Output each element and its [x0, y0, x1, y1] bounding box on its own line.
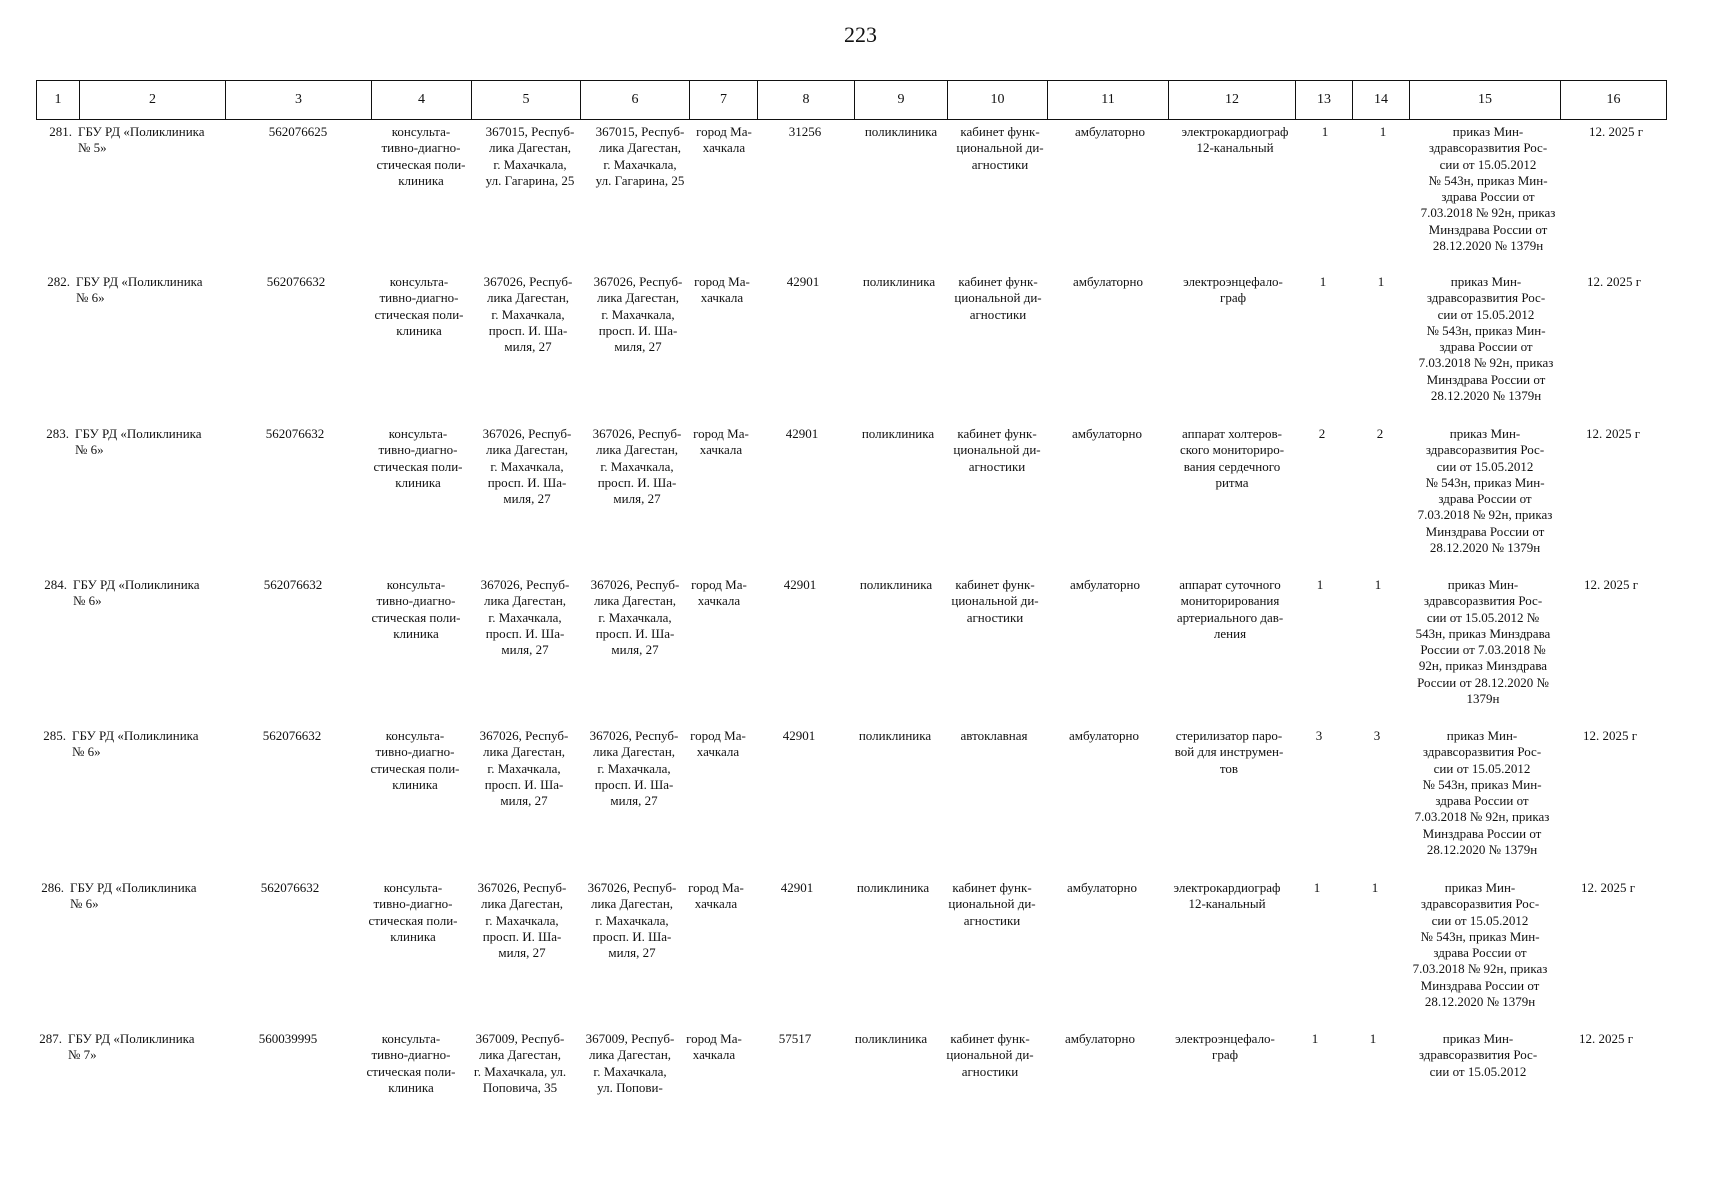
department: кабинет функ- циональной ди- агностики: [953, 426, 1041, 474]
facility-kind: поликлиника: [854, 1031, 928, 1046]
row-number: 281.: [49, 124, 72, 139]
header-cell: 1: [37, 81, 80, 120]
page-number: 223: [844, 22, 877, 47]
city: город Ма- хачкала: [693, 426, 749, 458]
actual-address: 367026, Респуб- лика Дагестан, г. Махачкала, просп. И. Ша- миля, 27: [589, 728, 679, 809]
department: автоклавная: [960, 728, 1028, 743]
header-cell: 6: [581, 81, 690, 120]
equipment: электрокардиограф 12-канальный: [1181, 124, 1289, 156]
inn-code: 562076625: [268, 124, 328, 139]
quantity-planned: 1: [1374, 577, 1382, 592]
organization-name: ГБУ РД «Поликлиника № 5»: [78, 124, 205, 156]
facility-type: консульта- тивно-диагно- стическая поли- клиника: [371, 577, 461, 641]
care-mode: амбулаторно: [1075, 124, 1145, 139]
legal-basis: приказ Мин- здравсоразвития Рос- сии от 15.05.2012: [1418, 1031, 1538, 1079]
row-number: 282.: [47, 274, 70, 289]
legal-address: 367026, Респуб- лика Дагестан, г. Махачкала, просп. И. Ша- миля, 27: [479, 728, 569, 809]
oktmo-code: 42901: [786, 274, 820, 289]
legal-address: 367009, Респуб- лика Дагестан, г. Махачкала, ул. Поповича, 35: [473, 1031, 567, 1095]
department: кабинет функ- циональной ди- агностики: [954, 274, 1042, 322]
facility-type: консульта- тивно-диагно- стическая поли- клиника: [376, 124, 466, 188]
row-number: 284.: [44, 577, 67, 592]
facility-kind: поликлиника: [856, 880, 930, 895]
table-row: [0, 426, 1721, 576]
row-number: 287.: [39, 1031, 62, 1046]
inn-code: 562076632: [263, 577, 323, 592]
city: город Ма- хачкала: [688, 880, 744, 912]
header-cell: 16: [1561, 81, 1667, 120]
header-cell: 12: [1169, 81, 1296, 120]
quantity-required: 1: [1319, 274, 1327, 289]
facility-kind: поликлиника: [864, 124, 938, 139]
quantity-planned: 1: [1369, 1031, 1377, 1046]
city: город Ма- хачкала: [696, 124, 752, 156]
oktmo-code: 57517: [778, 1031, 812, 1046]
quantity-planned: 1: [1377, 274, 1385, 289]
care-mode: амбулаторно: [1070, 577, 1140, 592]
organization-name: ГБУ РД «Поликлиника № 6»: [73, 577, 200, 609]
due-date: 12. 2025 г: [1588, 124, 1644, 139]
facility-kind: поликлиника: [858, 728, 932, 743]
header-cell: 9: [855, 81, 948, 120]
column-number-header: [36, 80, 1667, 120]
row-number: 285.: [43, 728, 66, 743]
department: кабинет функ- циональной ди- агностики: [948, 880, 1036, 928]
row-number: 286.: [41, 880, 64, 895]
due-date: 12. 2025 г: [1582, 728, 1638, 743]
inn-code: 562076632: [262, 728, 322, 743]
quantity-required: 1: [1316, 577, 1324, 592]
row-number: 283.: [46, 426, 69, 441]
oktmo-code: 42901: [785, 426, 819, 441]
table-row: [0, 880, 1721, 1030]
header-cell: 15: [1410, 81, 1561, 120]
equipment: электроэнцефало- граф: [1183, 274, 1283, 306]
header-cell: 4: [372, 81, 472, 120]
care-mode: амбулаторно: [1072, 426, 1142, 441]
header-cell: 3: [226, 81, 372, 120]
care-mode: амбулаторно: [1069, 728, 1139, 743]
actual-address: 367026, Респуб- лика Дагестан, г. Махачкала, просп. И. Ша- миля, 27: [590, 577, 680, 658]
care-mode: амбулаторно: [1067, 880, 1137, 895]
legal-address: 367026, Респуб- лика Дагестан, г. Махачкала, просп. И. Ша- миля, 27: [480, 577, 570, 658]
equipment: электрокардиограф 12-канальный: [1173, 880, 1281, 912]
header-cell: 7: [690, 81, 758, 120]
equipment: аппарат суточного мониторирования артериального дав- ления: [1176, 577, 1284, 641]
quantity-planned: 1: [1379, 124, 1387, 139]
legal-address: 367026, Респуб- лика Дагестан, г. Махачкала, просп. И. Ша- миля, 27: [477, 880, 567, 961]
legal-basis: приказ Мин- здравсоразвития Рос- сии от 15.05.2012 № 543н, приказ Мин- здрава России от 7.03.2018 № 92н, приказ Минздрава России от 28.12.2020 № 1379н: [1412, 880, 1548, 1010]
inn-code: 562076632: [265, 426, 325, 441]
quantity-required: 1: [1311, 1031, 1319, 1046]
due-date: 12. 2025 г: [1586, 274, 1642, 289]
table-row: [0, 728, 1721, 878]
legal-basis: приказ Мин- здравсоразвития Рос- сии от 15.05.2012 № 543н, приказ Мин- здрава России от 7.03.2018 № 92н, приказ Минздрава России от 28.12.2020 № 1379н: [1414, 728, 1550, 858]
table-row: [0, 577, 1721, 727]
quantity-required: 1: [1313, 880, 1321, 895]
organization-name: ГБУ РД «Поликлиника № 6»: [70, 880, 197, 912]
quantity-planned: 1: [1371, 880, 1379, 895]
quantity-required: 2: [1318, 426, 1326, 441]
department: кабинет функ- циональной ди- агностики: [946, 1031, 1034, 1079]
due-date: 12. 2025 г: [1578, 1031, 1634, 1046]
header-cell: 13: [1296, 81, 1353, 120]
organization-name: ГБУ РД «Поликлиника № 6»: [76, 274, 203, 306]
quantity-planned: 2: [1376, 426, 1384, 441]
legal-address: 367015, Респуб- лика Дагестан, г. Махачкала, ул. Гагарина, 25: [485, 124, 575, 188]
header-cell: 8: [758, 81, 855, 120]
city: город Ма- хачкала: [690, 728, 746, 760]
header-cell: 10: [948, 81, 1048, 120]
oktmo-code: 42901: [782, 728, 816, 743]
facility-type: консульта- тивно-диагно- стическая поли- клиника: [373, 426, 463, 490]
city: город Ма- хачкала: [691, 577, 747, 609]
due-date: 12. 2025 г: [1583, 577, 1639, 592]
equipment: электроэнцефало- граф: [1175, 1031, 1275, 1063]
legal-basis: приказ Мин- здравсоразвития Рос- сии от 15.05.2012 № 543н, приказ Мин- здрава России от 7.03.2018 № 92н, приказ Минздрава России от 28.12.2020 № 1379н: [1417, 426, 1553, 556]
legal-address: 367026, Респуб- лика Дагестан, г. Махачкала, просп. И. Ша- миля, 27: [483, 274, 573, 355]
header-cell: 5: [472, 81, 581, 120]
legal-basis: приказ Мин- здравсоразвития Рос- сии от 15.05.2012 № 543н, приказ Минздрава России от 7.03.2018 № 92н, приказ Минздрава России от 28.12.2020 № 1379н: [1415, 577, 1551, 707]
facility-type: консульта- тивно-диагно- стическая поли- клиника: [368, 880, 458, 944]
legal-basis: приказ Мин- здравсоразвития Рос- сии от 15.05.2012 № 543н, приказ Мин- здрава России от 7.03.2018 № 92н, приказ Минздрава России от 28.12.2020 № 1379н: [1418, 274, 1554, 404]
department: кабинет функ- циональной ди- агностики: [956, 124, 1044, 172]
table-row: [0, 274, 1721, 424]
city: город Ма- хачкала: [694, 274, 750, 306]
quantity-required: 3: [1315, 728, 1323, 743]
actual-address: 367009, Респуб- лика Дагестан, г. Махачкала, ул. Попови-: [585, 1031, 675, 1095]
legal-basis: приказ Мин- здравсоразвития Рос- сии от 15.05.2012 № 543н, приказ Мин- здрава России от 7.03.2018 № 92н, приказ Минздрава России от 28.12.2020 № 1379н: [1420, 124, 1556, 254]
header-cell: 14: [1353, 81, 1410, 120]
actual-address: 367015, Респуб- лика Дагестан, г. Махачкала, ул. Гагарина, 25: [595, 124, 685, 188]
organization-name: ГБУ РД «Поликлиника № 6»: [75, 426, 202, 458]
facility-type: консульта- тивно-диагно- стическая поли- клиника: [370, 728, 460, 792]
facility-kind: поликлиника: [862, 274, 936, 289]
facility-type: консульта- тивно-диагно- стическая поли- клиника: [374, 274, 464, 338]
quantity-planned: 3: [1373, 728, 1381, 743]
organization-name: ГБУ РД «Поликлиника № 7»: [68, 1031, 195, 1063]
oktmo-code: 42901: [780, 880, 814, 895]
oktmo-code: 31256: [788, 124, 822, 139]
actual-address: 367026, Респуб- лика Дагестан, г. Махачкала, просп. И. Ша- миля, 27: [593, 274, 683, 355]
due-date: 12. 2025 г: [1585, 426, 1641, 441]
facility-type: консульта- тивно-диагно- стическая поли- клиника: [366, 1031, 456, 1095]
actual-address: 367026, Респуб- лика Дагестан, г. Махачкала, просп. И. Ша- миля, 27: [587, 880, 677, 961]
due-date: 12. 2025 г: [1580, 880, 1636, 895]
organization-name: ГБУ РД «Поликлиника № 6»: [72, 728, 199, 760]
inn-code: 560039995: [258, 1031, 318, 1046]
facility-kind: поликлиника: [861, 426, 935, 441]
quantity-required: 1: [1321, 124, 1329, 139]
city: город Ма- хачкала: [686, 1031, 742, 1063]
department: кабинет функ- циональной ди- агностики: [951, 577, 1039, 625]
facility-kind: поликлиника: [859, 577, 933, 592]
table-row: [0, 1031, 1721, 1181]
actual-address: 367026, Респуб- лика Дагестан, г. Махачкала, просп. И. Ша- миля, 27: [592, 426, 682, 507]
equipment: стерилизатор паро- вой для инструмен- тов: [1174, 728, 1284, 776]
oktmo-code: 42901: [783, 577, 817, 592]
care-mode: амбулаторно: [1065, 1031, 1135, 1046]
care-mode: амбулаторно: [1073, 274, 1143, 289]
inn-code: 562076632: [260, 880, 320, 895]
header-cell: 2: [80, 81, 226, 120]
header-cell: 11: [1048, 81, 1169, 120]
inn-code: 562076632: [266, 274, 326, 289]
table-row: [0, 124, 1721, 274]
legal-address: 367026, Респуб- лика Дагестан, г. Махачкала, просп. И. Ша- миля, 27: [482, 426, 572, 507]
equipment: аппарат холтеров- ского мониториро- вания сердечного ритма: [1179, 426, 1285, 490]
